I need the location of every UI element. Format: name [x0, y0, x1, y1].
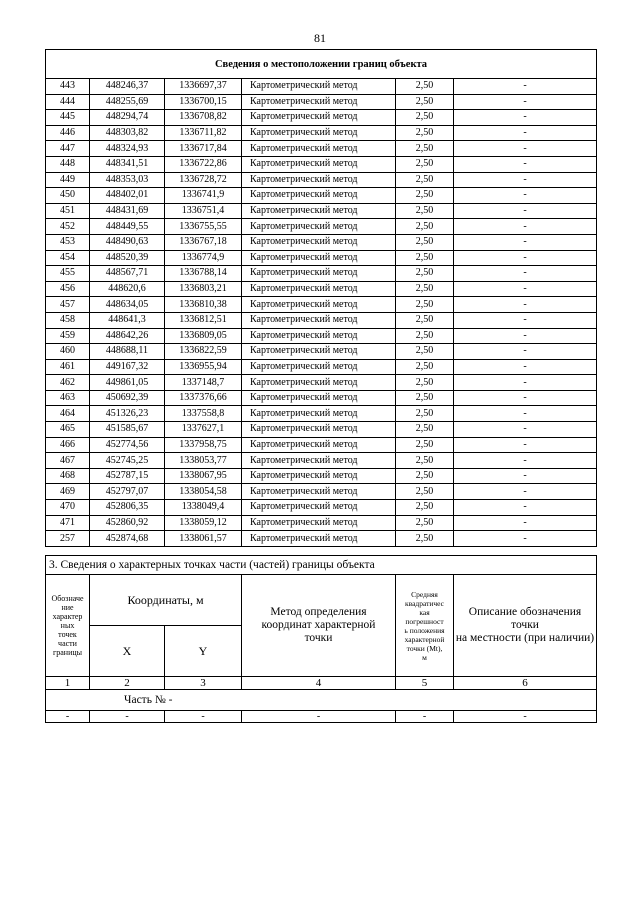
table-row	[46, 437, 597, 453]
y-coord-cell: 1336697,37	[165, 79, 242, 95]
table-row	[46, 281, 597, 297]
dash-cell: -	[242, 711, 396, 723]
error-cell: 2,50	[396, 156, 454, 172]
table-row	[46, 531, 597, 547]
method-cell: Картометрический метод	[242, 79, 396, 95]
x-coord-cell: 448449,55	[90, 219, 165, 235]
col-y-header: Y	[165, 626, 242, 677]
method-cell: Картометрический метод	[242, 515, 396, 531]
point-number-cell: 468	[46, 468, 90, 484]
table-row	[46, 110, 597, 126]
table-row	[46, 375, 597, 391]
error-cell: 2,50	[396, 515, 454, 531]
error-cell: 2,50	[396, 453, 454, 469]
table-row	[46, 219, 597, 235]
column-index-row	[46, 677, 597, 690]
table-row	[46, 328, 597, 344]
index-cell: 2	[90, 677, 165, 690]
description-cell: -	[454, 406, 597, 422]
point-number-cell: 467	[46, 453, 90, 469]
y-coord-cell: 1337148,7	[165, 375, 242, 391]
x-coord-cell: 448520,39	[90, 250, 165, 266]
error-cell: 2,50	[396, 500, 454, 516]
description-cell: -	[454, 79, 597, 95]
index-cell: 5	[396, 677, 454, 690]
method-cell: Картометрический метод	[242, 234, 396, 250]
point-number-cell: 454	[46, 250, 90, 266]
table-header-title: Сведения о местоположении границ объекта	[46, 50, 597, 79]
method-cell: Картометрический метод	[242, 422, 396, 438]
x-coord-cell: 452806,35	[90, 500, 165, 516]
method-cell: Картометрический метод	[242, 406, 396, 422]
table-row	[46, 406, 597, 422]
method-cell: Картометрический метод	[242, 312, 396, 328]
y-coord-cell: 1336717,84	[165, 141, 242, 157]
y-coord-cell: 1337558,8	[165, 406, 242, 422]
error-cell: 2,50	[396, 406, 454, 422]
x-coord-cell: 451585,67	[90, 422, 165, 438]
point-number-cell: 257	[46, 531, 90, 547]
index-cell: 1	[46, 677, 90, 690]
table-row	[46, 234, 597, 250]
y-coord-cell: 1338053,77	[165, 453, 242, 469]
description-cell: -	[454, 312, 597, 328]
y-coord-cell: 1336741,9	[165, 188, 242, 204]
error-cell: 2,50	[396, 468, 454, 484]
y-coord-cell: 1336810,38	[165, 297, 242, 313]
point-number-cell: 469	[46, 484, 90, 500]
description-cell: -	[454, 125, 597, 141]
point-number-cell: 459	[46, 328, 90, 344]
x-coord-cell: 448255,69	[90, 94, 165, 110]
method-cell: Картометрический метод	[242, 110, 396, 126]
error-cell: 2,50	[396, 219, 454, 235]
error-cell: 2,50	[396, 250, 454, 266]
boundary-points-table	[45, 49, 597, 547]
y-coord-cell: 1337627,1	[165, 422, 242, 438]
table-row	[46, 94, 597, 110]
description-cell: -	[454, 328, 597, 344]
table-row	[46, 250, 597, 266]
point-number-cell: 452	[46, 219, 90, 235]
description-cell: -	[454, 344, 597, 360]
table-row	[46, 266, 597, 282]
table-row	[46, 344, 597, 360]
table-row	[46, 203, 597, 219]
point-number-cell: 446	[46, 125, 90, 141]
point-number-cell: 456	[46, 281, 90, 297]
section-title-row	[46, 556, 597, 575]
method-cell: Картометрический метод	[242, 172, 396, 188]
x-coord-cell: 452774,56	[90, 437, 165, 453]
error-cell: 2,50	[396, 297, 454, 313]
y-coord-cell: 1338059,12	[165, 515, 242, 531]
error-cell: 2,50	[396, 203, 454, 219]
point-number-cell: 471	[46, 515, 90, 531]
x-coord-cell: 448567,71	[90, 266, 165, 282]
col-designation-header: Обозначе ние характер ных точек части границы	[46, 575, 90, 677]
x-coord-cell: 448324,93	[90, 141, 165, 157]
description-cell: -	[454, 453, 597, 469]
error-cell: 2,50	[396, 94, 454, 110]
error-cell: 2,50	[396, 312, 454, 328]
part-label: Часть № -	[46, 690, 597, 711]
page-number: 81	[314, 31, 326, 45]
error-cell: 2,50	[396, 328, 454, 344]
x-coord-cell: 448294,74	[90, 110, 165, 126]
point-number-cell: 451	[46, 203, 90, 219]
y-coord-cell: 1338049,4	[165, 500, 242, 516]
dash-cell: -	[165, 711, 242, 723]
x-coord-cell: 448353,03	[90, 172, 165, 188]
error-cell: 2,50	[396, 141, 454, 157]
error-cell: 2,50	[396, 172, 454, 188]
point-number-cell: 448	[46, 156, 90, 172]
error-cell: 2,50	[396, 484, 454, 500]
x-coord-cell: 452797,07	[90, 484, 165, 500]
description-cell: -	[454, 156, 597, 172]
method-cell: Картометрический метод	[242, 359, 396, 375]
col-method-header: Метод определения координат характерной точки	[242, 575, 396, 677]
error-cell: 2,50	[396, 188, 454, 204]
y-coord-cell: 1336700,15	[165, 94, 242, 110]
y-coord-cell: 1336767,18	[165, 234, 242, 250]
point-number-cell: 463	[46, 390, 90, 406]
x-coord-cell: 448688,11	[90, 344, 165, 360]
method-cell: Картометрический метод	[242, 156, 396, 172]
error-cell: 2,50	[396, 110, 454, 126]
description-cell: -	[454, 390, 597, 406]
y-coord-cell: 1338067,95	[165, 468, 242, 484]
method-cell: Картометрический метод	[242, 125, 396, 141]
y-coord-cell: 1337958,75	[165, 437, 242, 453]
y-coord-cell: 1337376,66	[165, 390, 242, 406]
point-number-cell: 453	[46, 234, 90, 250]
point-number-cell: 449	[46, 172, 90, 188]
y-coord-cell: 1336788,14	[165, 266, 242, 282]
description-cell: -	[454, 359, 597, 375]
dash-row	[46, 711, 597, 723]
table-row	[46, 359, 597, 375]
table-row	[46, 141, 597, 157]
dash-cell: -	[454, 711, 597, 723]
method-cell: Картометрический метод	[242, 500, 396, 516]
method-cell: Картометрический метод	[242, 297, 396, 313]
description-cell: -	[454, 422, 597, 438]
description-cell: -	[454, 172, 597, 188]
y-coord-cell: 1338061,57	[165, 531, 242, 547]
error-cell: 2,50	[396, 531, 454, 547]
description-cell: -	[454, 297, 597, 313]
x-coord-cell: 448341,51	[90, 156, 165, 172]
method-cell: Картометрический метод	[242, 281, 396, 297]
index-cell: 4	[242, 677, 396, 690]
x-coord-cell: 448634,05	[90, 297, 165, 313]
point-number-cell: 445	[46, 110, 90, 126]
method-cell: Картометрический метод	[242, 437, 396, 453]
dash-cell: -	[46, 711, 90, 723]
method-cell: Картометрический метод	[242, 468, 396, 484]
y-coord-cell: 1336711,82	[165, 125, 242, 141]
dash-cell: -	[90, 711, 165, 723]
table-row	[46, 515, 597, 531]
error-cell: 2,50	[396, 437, 454, 453]
error-cell: 2,50	[396, 390, 454, 406]
point-number-cell: 461	[46, 359, 90, 375]
column-header-row	[46, 575, 597, 626]
method-cell: Картометрический метод	[242, 390, 396, 406]
error-cell: 2,50	[396, 79, 454, 95]
description-cell: -	[454, 94, 597, 110]
y-coord-cell: 1336809,05	[165, 328, 242, 344]
point-number-cell: 460	[46, 344, 90, 360]
point-number-cell: 462	[46, 375, 90, 391]
part-points-table	[45, 555, 597, 723]
description-cell: -	[454, 500, 597, 516]
y-coord-cell: 1336955,94	[165, 359, 242, 375]
table-row	[46, 484, 597, 500]
x-coord-cell: 448402,01	[90, 188, 165, 204]
y-coord-cell: 1336728,72	[165, 172, 242, 188]
error-cell: 2,50	[396, 266, 454, 282]
y-coord-cell: 1336822,59	[165, 344, 242, 360]
table-row	[46, 422, 597, 438]
method-cell: Картометрический метод	[242, 219, 396, 235]
point-number-cell: 457	[46, 297, 90, 313]
table-row	[46, 297, 597, 313]
description-cell: -	[454, 234, 597, 250]
point-number-cell: 466	[46, 437, 90, 453]
description-cell: -	[454, 219, 597, 235]
point-number-cell: 450	[46, 188, 90, 204]
y-coord-cell: 1336722,86	[165, 156, 242, 172]
part-row	[46, 690, 597, 711]
index-cell: 6	[454, 677, 597, 690]
x-coord-cell: 448490,63	[90, 234, 165, 250]
y-coord-cell: 1336803,21	[165, 281, 242, 297]
x-coord-cell: 452860,92	[90, 515, 165, 531]
error-cell: 2,50	[396, 125, 454, 141]
method-cell: Картометрический метод	[242, 484, 396, 500]
description-cell: -	[454, 375, 597, 391]
col-coords-header: Координаты, м	[90, 575, 242, 626]
x-coord-cell: 448620,6	[90, 281, 165, 297]
x-coord-cell: 448303,82	[90, 125, 165, 141]
col-x-header: X	[90, 626, 165, 677]
y-coord-cell: 1336755,55	[165, 219, 242, 235]
x-coord-cell: 449167,32	[90, 359, 165, 375]
table-row	[46, 172, 597, 188]
y-coord-cell: 1336812,51	[165, 312, 242, 328]
description-cell: -	[454, 141, 597, 157]
point-number-cell: 447	[46, 141, 90, 157]
y-coord-cell: 1336774,9	[165, 250, 242, 266]
error-cell: 2,50	[396, 422, 454, 438]
x-coord-cell: 448431,69	[90, 203, 165, 219]
x-coord-cell: 451326,23	[90, 406, 165, 422]
point-number-cell: 444	[46, 94, 90, 110]
dash-cell: -	[396, 711, 454, 723]
point-number-cell: 470	[46, 500, 90, 516]
error-cell: 2,50	[396, 359, 454, 375]
description-cell: -	[454, 531, 597, 547]
error-cell: 2,50	[396, 281, 454, 297]
description-cell: -	[454, 110, 597, 126]
method-cell: Картометрический метод	[242, 344, 396, 360]
point-number-cell: 455	[46, 266, 90, 282]
error-cell: 2,50	[396, 234, 454, 250]
index-cell: 3	[165, 677, 242, 690]
x-coord-cell: 448246,37	[90, 79, 165, 95]
error-cell: 2,50	[396, 344, 454, 360]
x-coord-cell: 450692,39	[90, 390, 165, 406]
method-cell: Картометрический метод	[242, 188, 396, 204]
description-cell: -	[454, 437, 597, 453]
table-row	[46, 156, 597, 172]
method-cell: Картометрический метод	[242, 453, 396, 469]
description-cell: -	[454, 484, 597, 500]
table-row	[46, 500, 597, 516]
y-coord-cell: 1336708,82	[165, 110, 242, 126]
y-coord-cell: 1338054,58	[165, 484, 242, 500]
method-cell: Картометрический метод	[242, 266, 396, 282]
description-cell: -	[454, 266, 597, 282]
col-desc-header: Описание обозначения точки на местности (при наличии)	[454, 575, 597, 677]
section-title: 3. Сведения о характерных точках части (частей) границы объекта	[46, 556, 597, 575]
x-coord-cell: 452745,25	[90, 453, 165, 469]
x-coord-cell: 452787,15	[90, 468, 165, 484]
table-row	[46, 188, 597, 204]
description-cell: -	[454, 250, 597, 266]
method-cell: Картометрический метод	[242, 203, 396, 219]
y-coord-cell: 1336751,4	[165, 203, 242, 219]
description-cell: -	[454, 515, 597, 531]
table-row	[46, 312, 597, 328]
point-number-cell: 458	[46, 312, 90, 328]
col-error-header: Средняя квадратичес кая погрешност ь положения характерной точки (Mt), м	[396, 575, 454, 677]
description-cell: -	[454, 468, 597, 484]
table-row	[46, 125, 597, 141]
table-header-row	[46, 50, 597, 79]
point-number-cell: 464	[46, 406, 90, 422]
description-cell: -	[454, 188, 597, 204]
description-cell: -	[454, 281, 597, 297]
point-number-cell: 443	[46, 79, 90, 95]
table-row	[46, 453, 597, 469]
error-cell: 2,50	[396, 375, 454, 391]
description-cell: -	[454, 203, 597, 219]
method-cell: Картометрический метод	[242, 141, 396, 157]
point-number-cell: 465	[46, 422, 90, 438]
x-coord-cell: 452874,68	[90, 531, 165, 547]
table-row	[46, 79, 597, 95]
x-coord-cell: 448641,3	[90, 312, 165, 328]
method-cell: Картометрический метод	[242, 94, 396, 110]
method-cell: Картометрический метод	[242, 250, 396, 266]
method-cell: Картометрический метод	[242, 531, 396, 547]
x-coord-cell: 448642,26	[90, 328, 165, 344]
table-row	[46, 468, 597, 484]
method-cell: Картометрический метод	[242, 375, 396, 391]
table-row	[46, 390, 597, 406]
x-coord-cell: 449861,05	[90, 375, 165, 391]
method-cell: Картометрический метод	[242, 328, 396, 344]
